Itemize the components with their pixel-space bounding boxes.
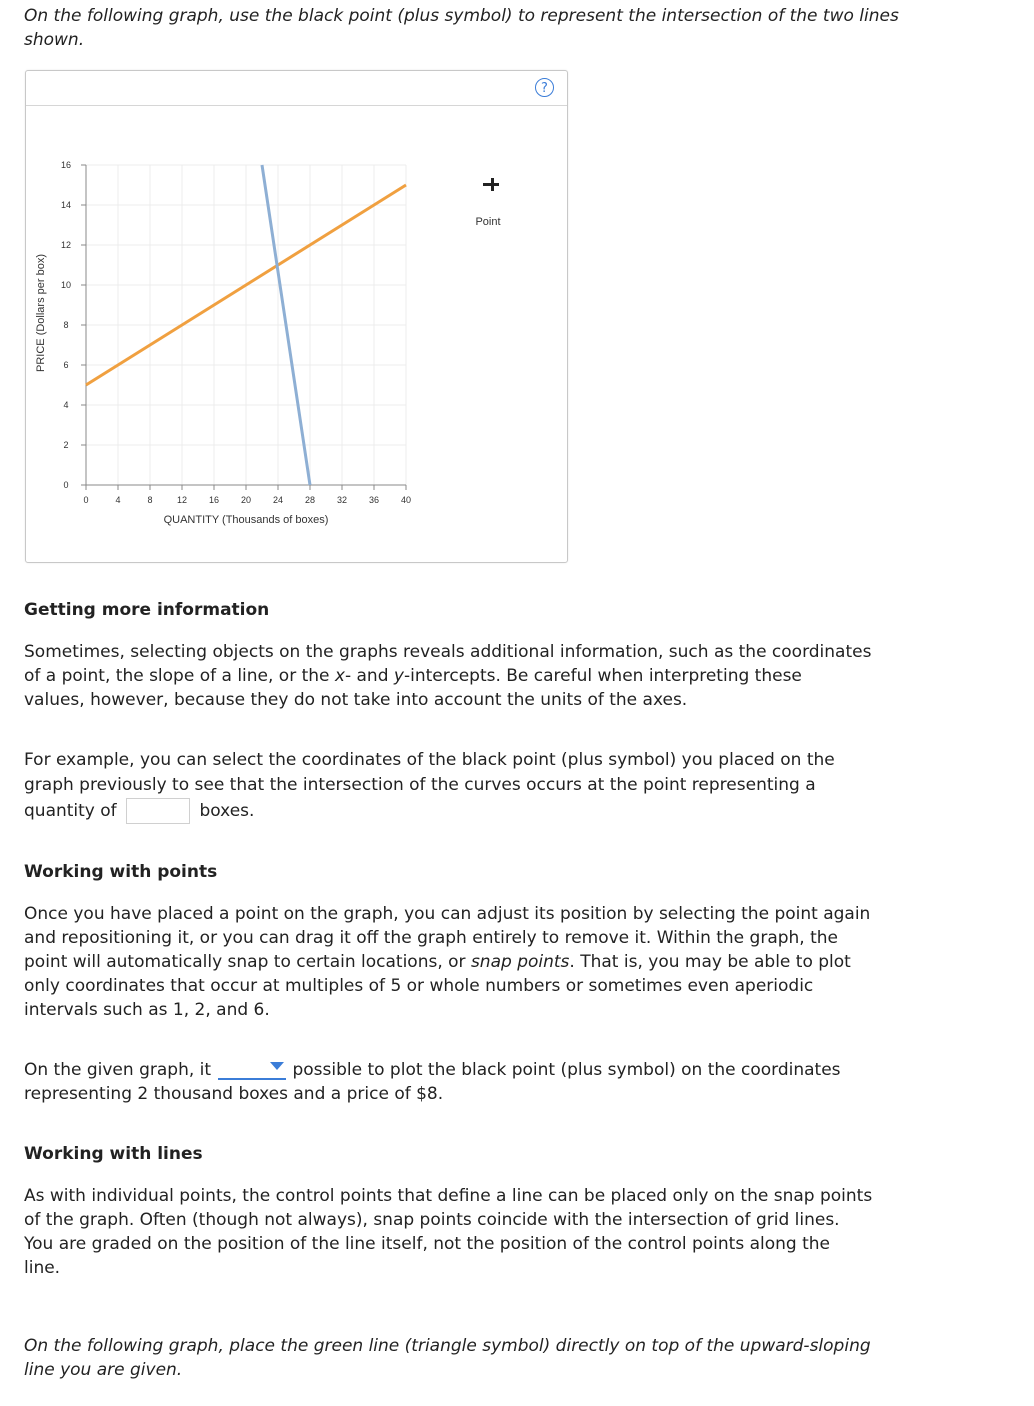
graph-panel <box>25 70 568 563</box>
heading-lines: Working with lines <box>24 1144 203 1164</box>
intro-instruction: On the following graph, use the black point (plus symbol) to represent the intersection of the two lines shown. <box>24 6 899 50</box>
y-tick-label: 14 <box>60 200 72 210</box>
x-axis-label: QUANTITY (Thousands of boxes) <box>163 514 329 526</box>
x-tick-label: 24 <box>272 495 284 505</box>
y-tick-label: 6 <box>63 360 69 370</box>
point-tool[interactable] <box>475 178 500 228</box>
y-tick-label: 10 <box>60 280 72 290</box>
chart-grid <box>86 165 406 485</box>
points-paragraph-1: Once you have placed a point on the graph, you can adjust its position by selecting the point again and repositioning it, or you can drag it off the graph entirely to remove it. Within the graph, the point will automatically snap to certain locations, or snap points. That is, you may be able to plot only coordinates that occur at multiples of 5 or whole numbers or sometimes even aperiodic intervals such as 1, 2, and 6. <box>24 904 871 1020</box>
x-tick-label: 16 <box>208 495 220 505</box>
graph-chart[interactable] <box>26 71 567 562</box>
x-tick-label: 8 <box>147 495 153 505</box>
more-info-paragraph-1: Sometimes, selecting objects on the graphs reveals additional information, such as the coordinates of a point, the slope of a line, or the x- and y-intercepts. Be careful when interpreting these values, however, because they do not take into account the units of the axes. <box>24 642 872 710</box>
x-tick-label: 28 <box>304 495 316 505</box>
y-tick-label: 2 <box>63 440 69 450</box>
y-tick-label: 12 <box>60 240 72 250</box>
x-tick-label: 32 <box>336 495 348 505</box>
points-paragraph-2: On the given graph, it possible to plot the black point (plus symbol) on the coordinates representing 2 thousand boxes and a price of $8. <box>24 1060 841 1104</box>
x-tick-label: 4 <box>115 495 121 505</box>
x-tick-label: 36 <box>368 495 380 505</box>
x-tick-label: 12 <box>176 495 188 505</box>
plus-point-icon[interactable] <box>483 178 499 191</box>
quantity-input[interactable] <box>126 798 190 824</box>
chevron-down-icon <box>270 1062 284 1070</box>
possible-dropdown[interactable] <box>218 1058 286 1080</box>
y-tick-label: 0 <box>63 480 69 490</box>
y-tick-label: 16 <box>60 160 72 170</box>
x-tick-label: 20 <box>240 495 252 505</box>
heading-more-info: Getting more information <box>24 600 270 620</box>
x-tick-label: 0 <box>83 495 89 505</box>
x-tick-label: 40 <box>400 495 412 505</box>
y-tick-label: 4 <box>63 400 69 410</box>
heading-points: Working with points <box>24 862 218 882</box>
point-tool-label: Point <box>475 216 501 228</box>
outro-instruction: On the following graph, place the green line (triangle symbol) directly on top of the upward-sloping line you are given. <box>24 1336 871 1380</box>
y-tick-label: 8 <box>63 320 69 330</box>
lines-paragraph-1: As with individual points, the control points that define a line can be placed only on the snap points of the graph. Often (though not always), snap points coincide with the intersection of grid lines. You are graded on the position of the line itself, not the position of the control points along the line. <box>24 1186 873 1278</box>
more-info-paragraph-2: For example, you can select the coordinates of the black point (plus symbol) you placed on the graph previously to see that the intersection of the curves occurs at the point representing a quantity of boxes. <box>24 748 944 824</box>
chart-ticks <box>61 160 411 505</box>
y-axis-label: PRICE (Dollars per box) <box>35 254 47 372</box>
help-icon[interactable]: ? <box>535 78 554 97</box>
